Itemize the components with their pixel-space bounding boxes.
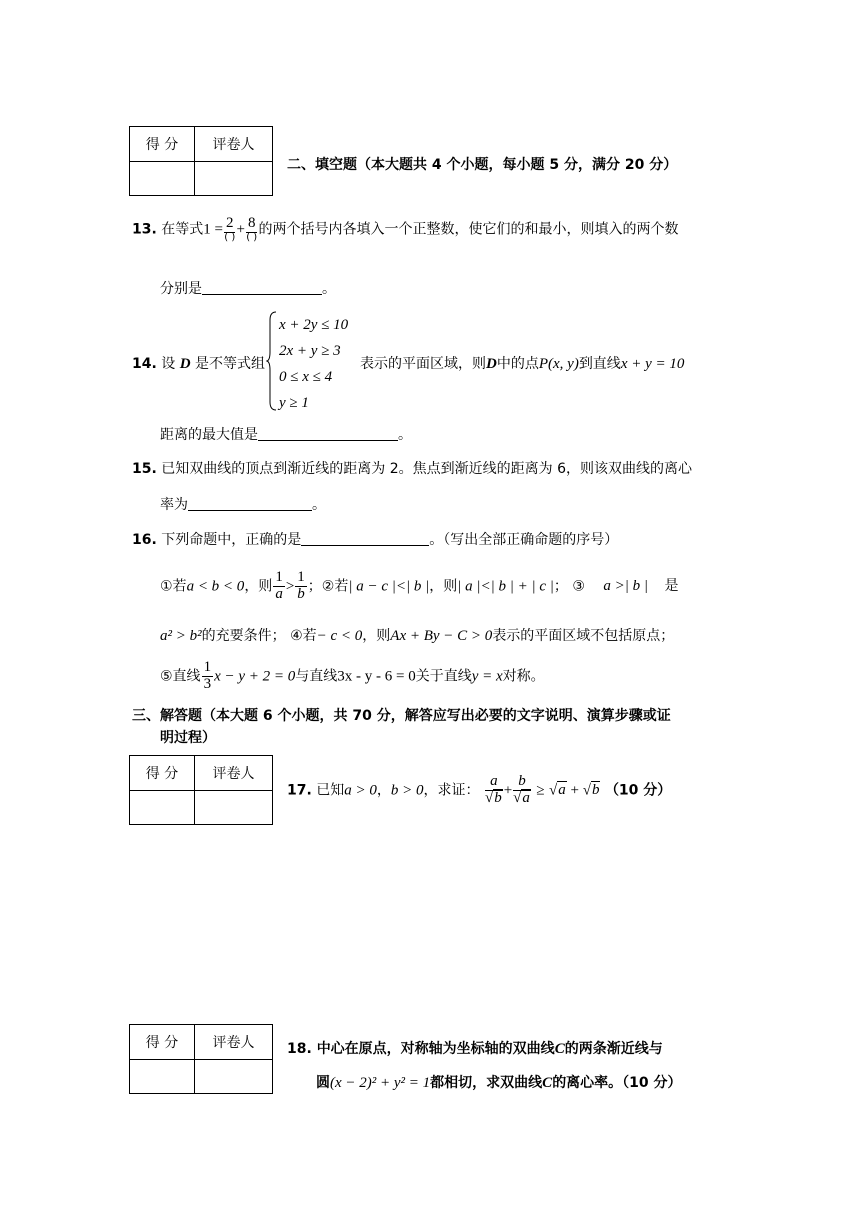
q16-line1 [132,529,618,549]
q16-p3-d: 的充要条件； [201,628,286,644]
q18-var-c: C [554,1041,565,1057]
q16-p4-c: 表示的平面区域不包括原点； [492,628,675,644]
q13-text-c: 分别是 [160,281,202,297]
q17-text-b: ，求证： [423,782,480,799]
q14-text-c: 表示的平面区域，则 [360,356,486,372]
q17-root-a: a [558,782,566,799]
q18-var-c-2: C [542,1075,553,1091]
q17-number: 17. [287,782,312,799]
q14-ineq-4: y ≥ 1 [279,395,309,411]
score-cell[interactable] [130,1060,195,1094]
section3-heading-line2: 明过程） [160,730,216,746]
score-label: 得 分 [130,127,195,162]
q14-var-d: D [179,356,191,372]
q16-p1-cond: a < b < 0 [186,578,245,595]
q16-p2-res: | a |<| b | + | c | [457,578,554,595]
q14-brace [266,310,278,412]
q16-p4-b: ，则 [362,628,391,644]
q15-line2 [160,494,326,514]
q16-p3-b: 是 [664,578,679,595]
q13-eq-lhs: 1 = [203,221,223,238]
q18-circle-eq: (x − 2)² + y² = 1 [330,1075,431,1091]
q18-text-b: 都相切，求双曲线 [430,1075,543,1091]
q16-answer-blank[interactable] [301,531,429,546]
q13-answer-blank[interactable] [202,280,322,295]
q17-frac-1: $\frac{a}{√b}$ [484,773,502,806]
q14-answer-blank[interactable] [258,426,398,441]
q16-props-line2 [160,625,674,645]
q16-p5-b: 与直线 [295,668,338,685]
score-table [129,755,273,825]
score-table [129,1024,273,1094]
q16-p5-c: 关于直线 [415,668,472,685]
score-table [129,126,273,196]
q18-text-a: 圆 [316,1075,330,1091]
grader-cell[interactable] [195,791,273,825]
q15-text-b: 率为 [160,497,188,513]
score-label: 得 分 [130,756,195,791]
q16-props-line1 [160,570,678,603]
q15-text-a: 已知双曲线的顶点到渐近线的距离为 2。焦点到渐近线的距离为 6，则该双曲线的离心 [161,461,692,477]
q15-end: 。 [312,497,326,513]
q15-answer-blank[interactable] [188,496,312,511]
grader-label: 评卷人 [195,127,273,162]
q17-root-b: b [591,782,600,799]
q14-ineq-2: 2x + y ≥ 3 [279,343,341,359]
q13-text-b: 的两个括号内各填入一个正整数，使它们的和最小，则填入的两个数 [258,221,679,238]
q14-line2 [160,424,412,444]
q16-text-b: 。（写出全部正确命题的序号） [429,532,619,548]
grader-cell[interactable] [195,1060,273,1094]
q13-plus: + [236,221,245,238]
section3-heading-line1: 三、解答题（本大题 6 个小题，共 70 分，解答应写出必要的文字说明、演算步骤或证 [132,708,671,724]
q17-ge: ≥ [536,782,545,799]
q16-p5-eq: x − y + 2 = 0 [214,668,296,685]
grader-cell[interactable] [195,162,273,196]
q17-cond-2: b > 0 [390,782,424,799]
q18-line1-text: 中心在原点，对称轴为坐标轴的双曲线 [316,1041,555,1057]
q13-end: 。 [322,281,336,297]
q17-sep: ， [376,782,391,799]
q16-p3-c: a² > b² [160,628,202,644]
q16-p1-gt: > [285,578,295,595]
q14-system [279,312,348,416]
q14-line1b [360,353,684,373]
q14-ineq-1: x + 2y ≤ 10 [279,317,349,333]
q13-line2 [160,278,336,298]
q17-cond-1: a > 0 [344,782,377,799]
q15-line1 [132,458,692,478]
q17-text-a: 已知 [316,782,345,799]
q13-frac-2: $\frac{8}{( )}$ [246,215,258,243]
q16-p2-cond: | a − c |<| b | [348,578,430,595]
q13-number: 13. [132,221,157,238]
q16-p4-a: ④若 [290,628,317,644]
q16-p4-cond: − c < 0 [316,628,363,644]
q16-p2-a: ；②若 [307,578,349,595]
q14-number: 14. [132,356,157,372]
q13-frac-1: $\frac{2}{( )}$ [224,215,236,243]
score-label: 得 分 [130,1025,195,1060]
q16-text-a: 下列命题中，正确的是 [161,532,302,548]
q18-text-c: 的离心率。（10 分） [552,1075,682,1091]
q14-text-f: 距离的最大值是 [160,427,258,443]
score-cell[interactable] [130,791,195,825]
q16-p2-b: ，则 [429,578,458,595]
q17-frac-2: $\frac{b}{√a}$ [513,773,530,806]
q16-number: 16. [132,532,157,548]
q15-number: 15. [132,461,157,477]
grader-label: 评卷人 [195,756,273,791]
q16-p3-cond: a >| b | [603,578,648,595]
q14-text-e: 到直线 [578,356,621,372]
q14-ineq-3: 0 ≤ x ≤ 4 [279,369,333,385]
q13-line1 [132,216,678,243]
q14-line-eq: x + y = 10 [620,356,685,372]
q14-text-a: 设 [161,356,176,372]
q16-p1-b: ，则 [244,578,273,595]
q16-p1-a: ①若 [160,578,187,595]
q13-text-a: 在等式 [161,221,204,238]
q16-p4-ineq: Ax + By − C > 0 [390,628,493,644]
q16-p5-eq2: 3x - y - 6 = 0 [337,668,416,685]
q16-p5-eq3: y = x [471,668,503,685]
q16-p3-a: ； ③ [553,578,585,595]
q14-text-b: 是不等式组 [195,356,266,372]
q16-props-line3 [160,660,545,693]
q16-p5-d: 对称。 [502,668,545,685]
q14-end: 。 [398,427,412,443]
q14-point: P(x, y) [538,356,579,372]
q18-line1 [287,1038,663,1058]
q16-p1-frac-1: $\frac{1}{a}$ [275,569,283,602]
q17-line: 17. 已知a > 0，b > 0，求证： $\frac{a}{√b}$ + $\frac{b}{√a}$ ≥ √a + √b （10 分） [287,773,672,806]
q16-p5-a: ⑤直线 [160,668,201,685]
q18-line2 [316,1072,682,1092]
q18-line1b-text: 的两条渐近线与 [564,1041,663,1057]
score-cell[interactable] [130,162,195,196]
q16-p1-frac-2: $\frac{1}{b}$ [297,569,305,602]
q18-number: 18. [287,1041,312,1057]
q17-score: （10 分） [604,782,672,799]
q14-var-d-2: D [486,356,497,372]
q14-text-d: 中的点 [496,356,539,372]
section2-heading: 二、填空题（本大题共 4 个小题，每小题 5 分，满分 20 分） [287,157,678,173]
q16-p5-frac: $\frac{1}{3}$ [203,659,212,692]
q14-line1 [132,353,265,373]
grader-label: 评卷人 [195,1025,273,1060]
